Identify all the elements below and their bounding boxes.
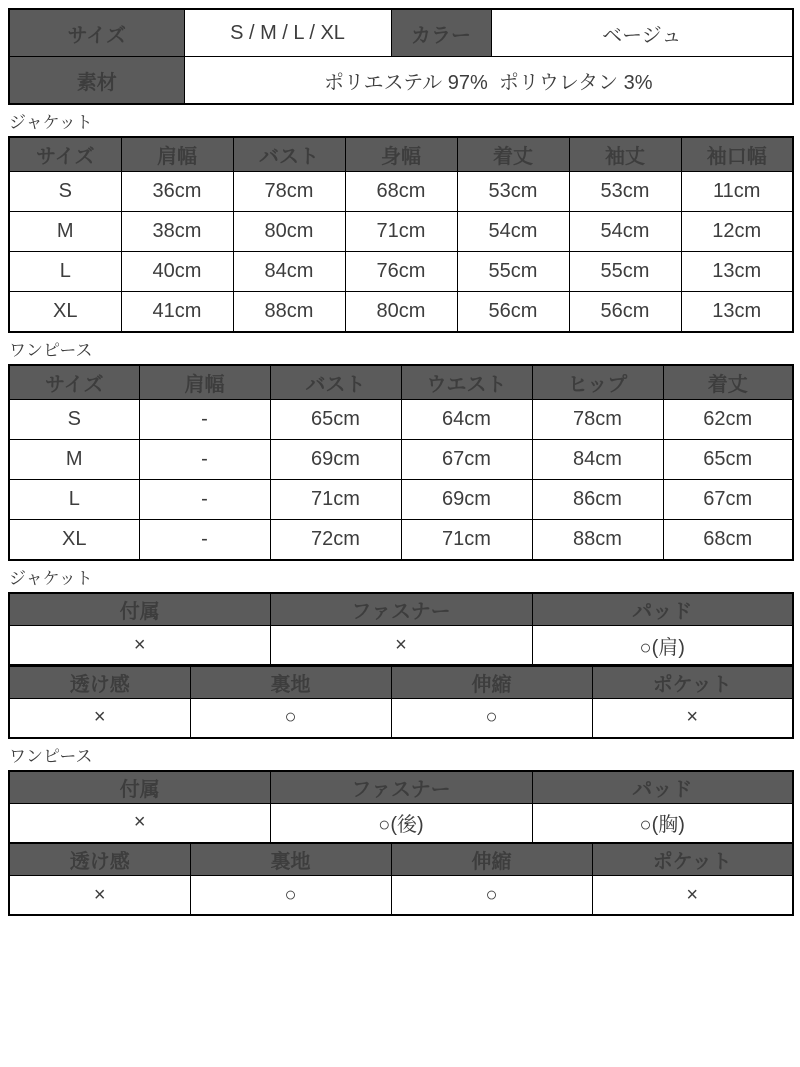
data-cell: 67cm (401, 440, 532, 480)
feature-value-cell: ○(後) (270, 803, 532, 843)
feature-value-cell: × (270, 626, 532, 666)
table-row (9, 698, 793, 738)
table-row (9, 172, 793, 212)
header-cell: 透け感 (9, 666, 190, 699)
header-cell: ヒップ (532, 365, 663, 400)
size-cell: S (9, 172, 121, 212)
data-cell: 41cm (121, 292, 233, 333)
data-cell: 76cm (345, 252, 457, 292)
feature-value-cell: ○(胸) (532, 803, 793, 843)
header-cell: 肩幅 (121, 137, 233, 172)
data-cell: 68cm (663, 520, 793, 561)
onepiece-features-table-bottom (8, 842, 794, 916)
header-cell: 袖丈 (569, 137, 681, 172)
jacket-features-table-bottom (8, 665, 794, 739)
feature-value-cell: ○ (190, 698, 391, 738)
data-cell: - (139, 480, 270, 520)
size-cell: M (9, 440, 139, 480)
data-cell: 78cm (233, 172, 345, 212)
data-cell: 53cm (569, 172, 681, 212)
header-cell: ウエスト (401, 365, 532, 400)
onepiece-features-label: ワンピース (9, 746, 93, 766)
data-cell: 69cm (270, 440, 401, 480)
size-cell: S (9, 400, 139, 440)
header-cell: バスト (233, 137, 345, 172)
data-cell: - (139, 440, 270, 480)
data-cell: 67cm (663, 480, 793, 520)
size-cell: L (9, 252, 121, 292)
data-cell: 13cm (681, 292, 793, 333)
data-cell: 13cm (681, 252, 793, 292)
onepiece-features-table-top (8, 770, 794, 844)
feature-value-cell: × (592, 698, 793, 738)
table-row (9, 520, 793, 561)
data-cell: - (139, 520, 270, 561)
product-info-table (8, 8, 794, 105)
data-cell: 54cm (457, 212, 569, 252)
data-cell: 56cm (569, 292, 681, 333)
header-cell: サイズ (9, 137, 121, 172)
data-cell: 62cm (663, 400, 793, 440)
header-cell: 裏地 (190, 666, 391, 699)
header-cell: バスト (270, 365, 401, 400)
size-cell: M (9, 212, 121, 252)
feature-value-cell: × (9, 876, 190, 916)
table-row (9, 803, 793, 843)
data-cell: 80cm (233, 212, 345, 252)
size-value-cell: S / M / L / XL (184, 9, 391, 57)
header-cell: 着丈 (663, 365, 793, 400)
data-cell: 71cm (345, 212, 457, 252)
data-cell: 56cm (457, 292, 569, 333)
header-cell: パッド (532, 771, 793, 804)
header-cell: 付属 (9, 771, 270, 804)
feature-value-cell: ○ (190, 876, 391, 916)
onepiece-measurements-table (8, 364, 794, 561)
table-row (9, 440, 793, 480)
header-cell: パッド (532, 593, 793, 626)
size-label-cell: サイズ (9, 9, 184, 57)
jacket-features-table-top (8, 592, 794, 666)
header-cell: ポケット (592, 666, 793, 699)
jacket-measurements-label: ジャケット (9, 113, 93, 132)
data-cell: 88cm (532, 520, 663, 561)
data-cell: - (139, 400, 270, 440)
data-cell: 40cm (121, 252, 233, 292)
color-label-cell: カラー (391, 9, 491, 57)
header-cell: 裏地 (190, 843, 391, 876)
size-cell: XL (9, 292, 121, 333)
data-cell: 55cm (569, 252, 681, 292)
data-cell: 68cm (345, 172, 457, 212)
header-cell: ファスナー (270, 593, 532, 626)
feature-value-cell: × (9, 698, 190, 738)
data-cell: 80cm (345, 292, 457, 333)
table-row (9, 212, 793, 252)
size-cell: L (9, 480, 139, 520)
data-cell: 54cm (569, 212, 681, 252)
material-value-cell: ポリエステル 97% ポリウレタン 3% (184, 57, 793, 105)
header-cell: 付属 (9, 593, 270, 626)
color-value-cell: ベージュ (491, 9, 793, 57)
table-row (9, 626, 793, 666)
data-cell: 55cm (457, 252, 569, 292)
size-cell: XL (9, 520, 139, 561)
header-cell: 伸縮 (391, 843, 592, 876)
header-cell: 着丈 (457, 137, 569, 172)
data-cell: 53cm (457, 172, 569, 212)
table-row (9, 480, 793, 520)
feature-value-cell: ○(肩) (532, 626, 793, 666)
header-cell: ポケット (592, 843, 793, 876)
jacket-features-label: ジャケット (9, 569, 93, 588)
feature-value-cell: × (9, 803, 270, 843)
data-cell: 65cm (663, 440, 793, 480)
jacket-measurements-table (8, 136, 794, 333)
header-cell: 透け感 (9, 843, 190, 876)
data-cell: 71cm (270, 480, 401, 520)
data-cell: 36cm (121, 172, 233, 212)
feature-value-cell: ○ (391, 698, 592, 738)
data-cell: 64cm (401, 400, 532, 440)
data-cell: 84cm (532, 440, 663, 480)
data-cell: 88cm (233, 292, 345, 333)
table-row (9, 400, 793, 440)
header-cell: 肩幅 (139, 365, 270, 400)
header-cell: ファスナー (270, 771, 532, 804)
table-row (9, 876, 793, 916)
data-cell: 71cm (401, 520, 532, 561)
material-label-cell: 素材 (9, 57, 184, 105)
header-cell: 伸縮 (391, 666, 592, 699)
data-cell: 72cm (270, 520, 401, 561)
header-cell: サイズ (9, 365, 139, 400)
data-cell: 65cm (270, 400, 401, 440)
header-cell: 身幅 (345, 137, 457, 172)
data-cell: 69cm (401, 480, 532, 520)
data-cell: 84cm (233, 252, 345, 292)
data-cell: 11cm (681, 172, 793, 212)
header-cell: 袖口幅 (681, 137, 793, 172)
feature-value-cell: × (9, 626, 270, 666)
data-cell: 38cm (121, 212, 233, 252)
table-row (9, 292, 793, 333)
feature-value-cell: × (592, 876, 793, 916)
table-row (9, 252, 793, 292)
data-cell: 86cm (532, 480, 663, 520)
data-cell: 12cm (681, 212, 793, 252)
data-cell: 78cm (532, 400, 663, 440)
feature-value-cell: ○ (391, 876, 592, 916)
onepiece-measurements-label: ワンピース (9, 341, 93, 360)
